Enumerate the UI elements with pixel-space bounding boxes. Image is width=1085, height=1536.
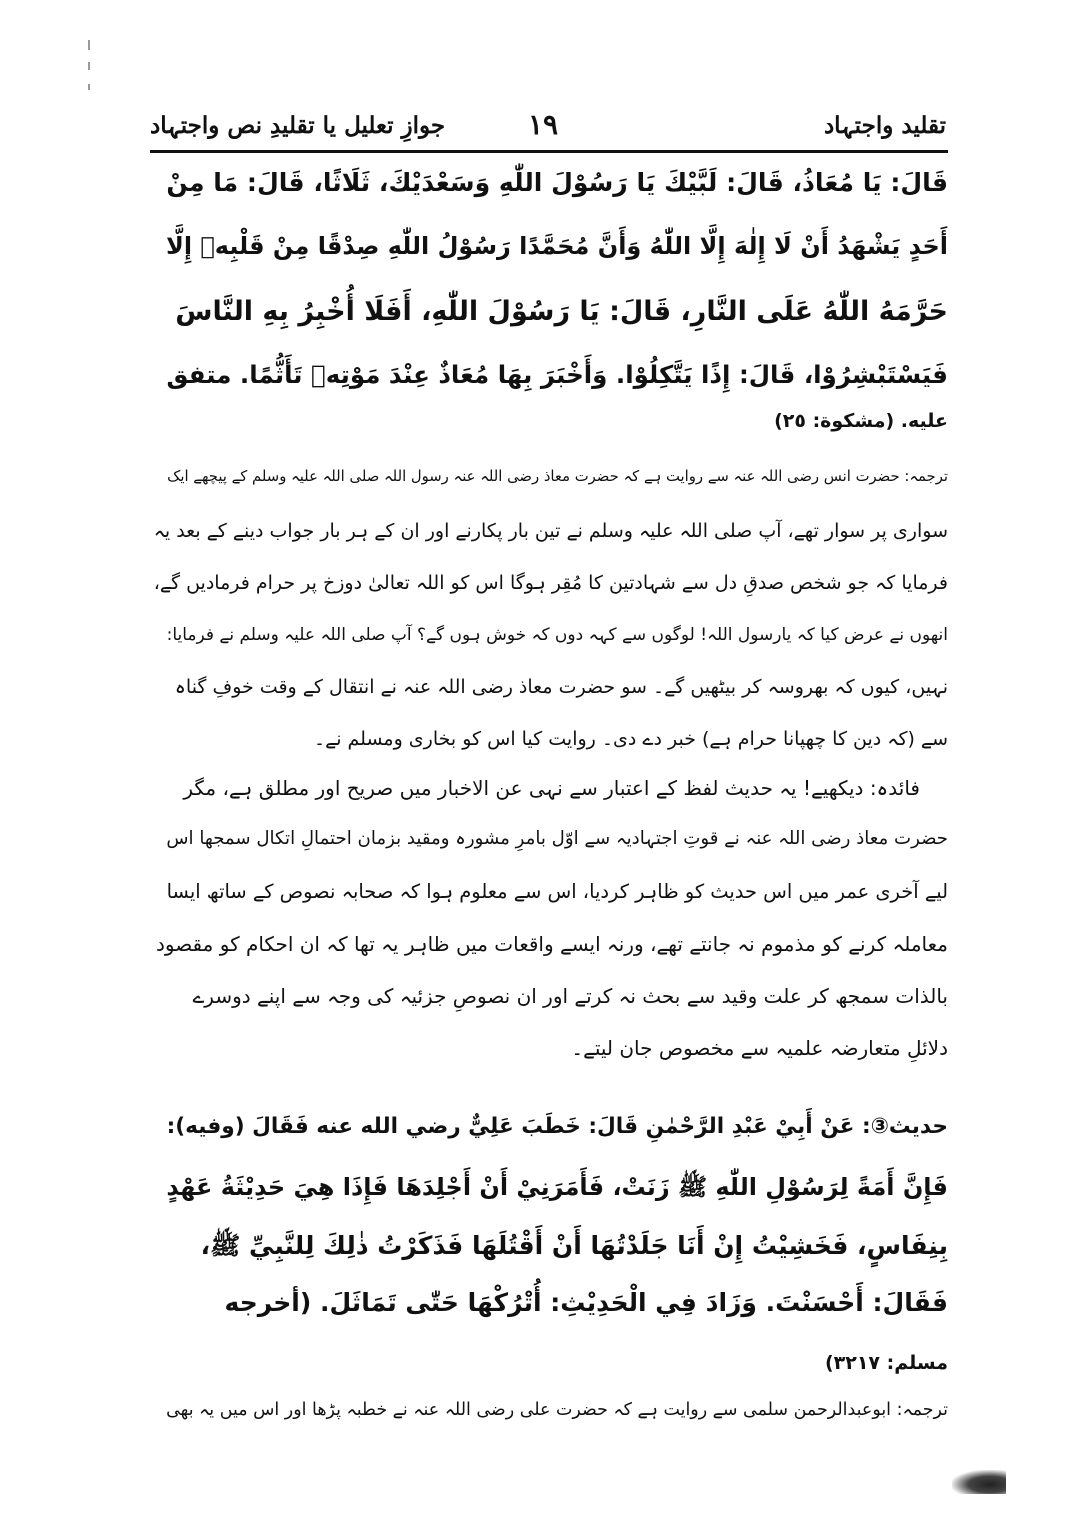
hadith-1-ref: عليه. (مشكوة: ٢٥) [774, 410, 948, 432]
header-title-left: جوازِ تعلیل یا تقلیدِ نص واجتہاد [150, 112, 446, 139]
hadith-1-line: حَرَّمَهُ اللّٰهُ عَلَى النَّارِ، قَالَ: يَا رَسُوْلَ اللّٰهِ، أَفَلَا أُخْبِرُ بِهِ النَّاسَ [175, 296, 948, 327]
header-title-right: تقلید واجتہاد [823, 112, 946, 139]
commentary-line: لیے آخری عمر میں اس حدیث کو ظاہر کردیا، اس سے معلوم ہوا کہ صحابہ نصوص کے ساتھ ایسا [166, 880, 948, 903]
translation-line: نہیں، کیوں کہ بھروسہ کر بیٹھیں گے۔ سو حضرت معاذ رضی اللہ عنہ نے انتقال کے وقت خوفِ گناہ [174, 676, 948, 698]
hadith-1-line: قَالَ: يَا مُعَاذُ، قَالَ: لَبَّيْكَ يَا رَسُوْلَ اللّٰهِ وَسَعْدَيْكَ، ثَلَاثًا، قَالَ: مَا مِنْ [166, 168, 948, 197]
commentary-line: بالذات سمجھ کر علت وقید سے بحث نہ کرتے اور ان نصوصِ جزئیہ کی وجہ سے اپنے دوسرے [192, 984, 948, 1008]
translation-line: ترجمہ: حضرت انس رضی اللہ عنہ سے روایت ہے کہ حضرت معاذ رضی اللہ عنہ رسول اللہ صلی اللہ علیہ وسلم کے پیچھے ایک [167, 468, 948, 485]
hadith-2-line: حديث③: عَنْ أَبِيْ عَبْدِ الرَّحْمٰنِ قَالَ: خَطَبَ عَلِيٌّ رضي الله عنه فَقَالَ (وفيه): [166, 1114, 948, 1139]
hadith-2-ref: مسلم: ٣٢١٧) [824, 1352, 948, 1374]
translation-line: فرمایا کہ جو شخص صدقِ دل سے شہادتین کا مُقِر ہوگا اس کو اللہ تعالیٰ دوزخ پر حرام فرمادیں گے، [153, 572, 948, 594]
hadith-1-line: فَيَسْتَبْشِرُوْا، قَالَ: إِذًا يَتَّكِلُوْا. وَأَخْبَرَ بِهَا مُعَاذٌ عِنْدَ مَوْتِهٖ تَأَثُّمًا. متفق [166, 360, 948, 389]
scan-speck [88, 62, 90, 70]
commentary-line: دلائلِ متعارضہ علمیہ سے مخصوص جان لیتے۔ [571, 1036, 948, 1060]
header-rule [150, 150, 948, 153]
translation-line: سواری پر سوار تھے، آپ صلی اللہ علیہ وسلم نے تین بار پکارنے اور ان کے ہر بار جواب دینے کے بعد یہ [153, 520, 948, 542]
commentary-line: فائدہ: دیکھیے! یہ حدیث لفظ کے اعتبار سے نہی عن الاخبار میں صریح اور مطلق ہے، مگر [183, 776, 920, 800]
hadith-2-line: فَقَالَ: أَحْسَنْتَ. وَزَادَ فِي الْحَدِيْثِ: أُتْرُكْهَا حَتّٰى تَمَاثَلَ. (أخرجه [224, 1288, 948, 1317]
commentary-line: حضرت معاذ رضی اللہ عنہ نے قوتِ اجتہادیہ سے اوّل بامرِ مشورہ ومقید بزمان احتمالِ اتکال سمجھا اس [166, 828, 948, 849]
page-number: ١٩ [528, 108, 559, 141]
scan-speck [88, 40, 90, 50]
translation-line: انھوں نے عرض کیا کہ یارسول اللہ! لوگوں سے کہہ دوں کہ خوش ہوں گے؟ آپ صلی اللہ علیہ وسلم نے فرمایا: [166, 625, 948, 645]
commentary-line: معاملہ کرنے کو مذموم نہ جانتے تھے، ورنہ ایسے واقعات میں ظاہر یہ تھا کہ ان احکام کو مقصود [155, 932, 948, 956]
running-header [150, 108, 946, 148]
hadith-1-line: أَحَدٍ يَشْهَدُ أَنْ لَا إِلٰهَ إِلَّا اللّٰهُ وَأَنَّ مُحَمَّدًا رَسُوْلُ اللّٰهِ صِدْقًا مِنْ قَلْبِهٖ إِلَّا [166, 232, 948, 260]
hadith-2-line: فَإِنَّ أَمَةً لِرَسُوْلِ اللّٰهِ ﷺ زَنَتْ، فَأَمَرَنِيْ أَنْ أَجْلِدَهَا فَإِذَا هِيَ حَدِيْثَةُ عَهْدٍ [166, 1173, 948, 1201]
translation-line: سے (کہ دین کا چھپانا حرام ہے) خبر دے دی۔ روایت کیا اس کو بخاری ومسلم نے۔ [313, 728, 948, 750]
scan-smudge [952, 1470, 1006, 1494]
hadith-2-line: بِنِفَاسٍ، فَخَشِيْتُ إِنْ أَنَا جَلَدْتُهَا أَنْ أَقْتُلَهَا فَذَكَرْتُ ذٰلِكَ لِلنَّبِيِّ ﷺ، [200, 1231, 948, 1260]
translation-line: ترجمہ: ابوعبدالرحمن سلمی سے روایت ہے کہ حضرت علی رضی اللہ عنہ نے خطبہ پڑھا اور اس میں یہ بھی [166, 1400, 948, 1420]
scan-speck [88, 84, 90, 90]
